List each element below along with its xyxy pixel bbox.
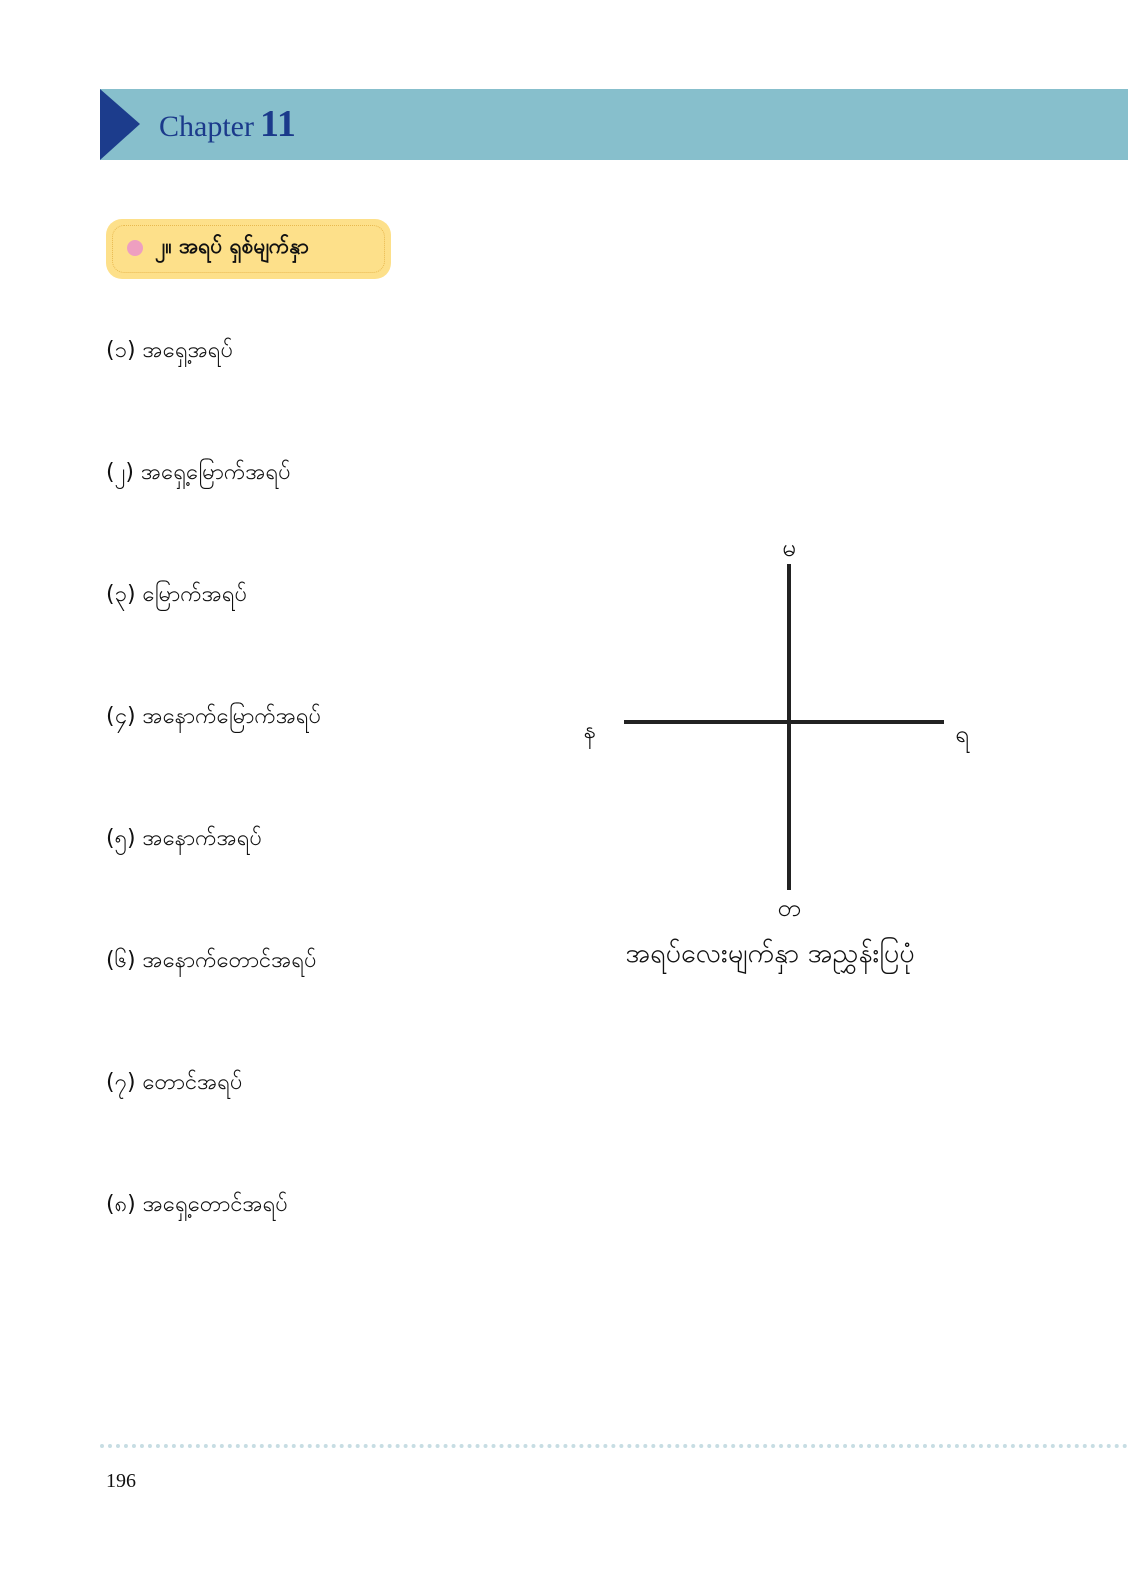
chapter-number: 11 (259, 103, 296, 145)
chapter-word: Chapter (159, 110, 254, 143)
page-number: 196 (106, 1470, 136, 1492)
compass-south-label: တ (777, 894, 801, 922)
compass-north-label: မ (782, 534, 796, 562)
compass-caption: အရပ်လေးမျက်နှာ အညွှန်းပြပုံ (625, 938, 915, 969)
direction-item-8: (၈) အရှေ့တောင်အရပ် (106, 1192, 288, 1217)
direction-item-5: (၅) အနောက်အရပ် (106, 826, 263, 851)
bullet-dot-icon (127, 240, 143, 256)
chapter-arrow-icon (100, 89, 140, 160)
section-title: ၂။ အရပ် ရှစ်မျက်နှာ (155, 234, 309, 258)
direction-item-4: (၄) အနောက်မြောက်အရပ် (106, 704, 322, 729)
direction-item-2: (၂) အရှေ့မြောက်အရပ် (106, 460, 291, 485)
direction-item-1: (၁) အရှေ့အရပ် (106, 338, 234, 363)
direction-item-7: (၇) တောင်အရပ် (106, 1070, 243, 1095)
footer-divider (100, 1444, 1128, 1448)
compass-diagram (560, 530, 1000, 990)
direction-item-6: (၆) အနောက်တောင်အရပ် (106, 948, 317, 973)
compass-west-label: န (583, 716, 597, 744)
chapter-heading (159, 100, 296, 156)
direction-item-3: (၃) မြောက်အရပ် (106, 582, 248, 607)
compass-east-label: ရ (955, 720, 969, 748)
